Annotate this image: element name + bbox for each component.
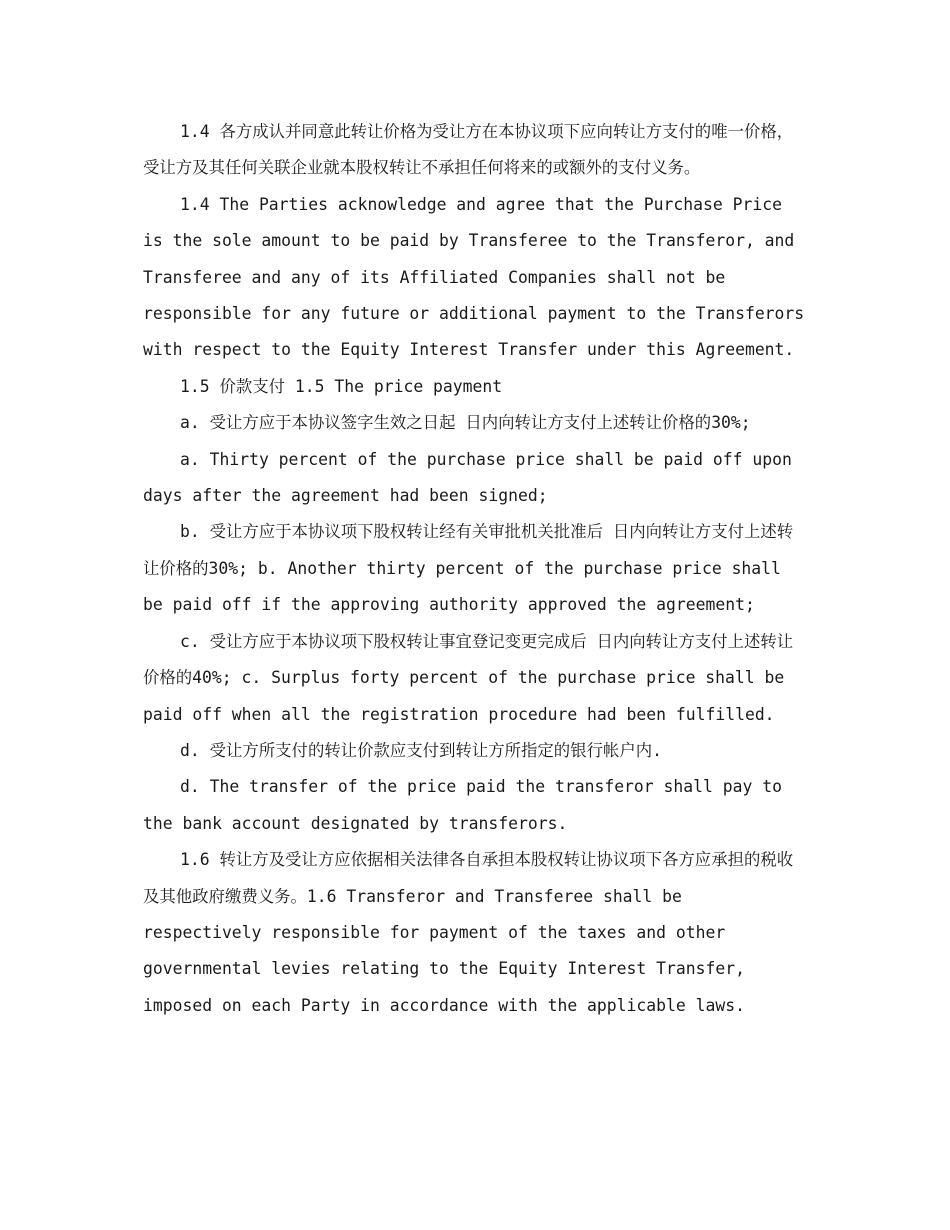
paragraph-c: c. 受让方应于本协议项下股权转让事宜登记变更完成后 日内向转让方支付上述转让价格的40%; c. Surplus forty percent of the purchase price shall be paid off when all the registration procedure had been fulfilled.: [143, 631, 794, 724]
paragraph-b: b. 受让方应于本协议项下股权转让经有关审批机关批准后 日内向转让方支付上述转让价格的30%; b. Another thirty percent of the purchase price shall be paid off if the approving authority approved the agreement;: [143, 522, 794, 615]
paragraph-1-4-en: 1.4 The Parties acknowledge and agree that the Purchase Price is the sole amount to be paid by Transferee to the Transferor, and Transferee and any of its Affiliated Companies shall not be responsible for any future or additional payment to the Transferors with respect to the Equity Interest Transfer under this Agreement.: [143, 194, 805, 360]
paragraph-1-5-heading: 1.5 价款支付 1.5 The price payment: [180, 376, 503, 396]
document-body: [143, 114, 809, 1024]
paragraph-1-6: 1.6 转让方及受让方应依据相关法律各自承担本股权转让协议项下各方应承担的税收及其他政府缴费义务。1.6 Transferor and Transferee shall be respectively responsible for payment of the taxes and other governmental levies relating to the Equity Interest Transfer, imposed on each Party in accordance with the applicable laws.: [143, 850, 794, 1015]
paragraph-a-en: a. Thirty percent of the purchase price shall be paid off upon days after the agreement had been signed;: [143, 449, 792, 506]
paragraph-1-4-zh: 1.4 各方成认并同意此转让价格为受让方在本协议项下应向转让方支付的唯一价格，受让方及其任何关联企业就本股权转让不承担任何将来的或额外的支付义务。: [143, 122, 794, 178]
paragraph-d-zh: d. 受让方所支付的转让价款应支付到转让方所指定的银行帐户内.: [180, 740, 663, 760]
paragraph-a-zh: a. 受让方应于本协议签字生效之日起 日内向转让方支付上述转让价格的30%;: [180, 413, 751, 433]
paragraph-d-en: d. The transfer of the price paid the transferor shall pay to the bank account designated by transferors.: [143, 777, 782, 833]
